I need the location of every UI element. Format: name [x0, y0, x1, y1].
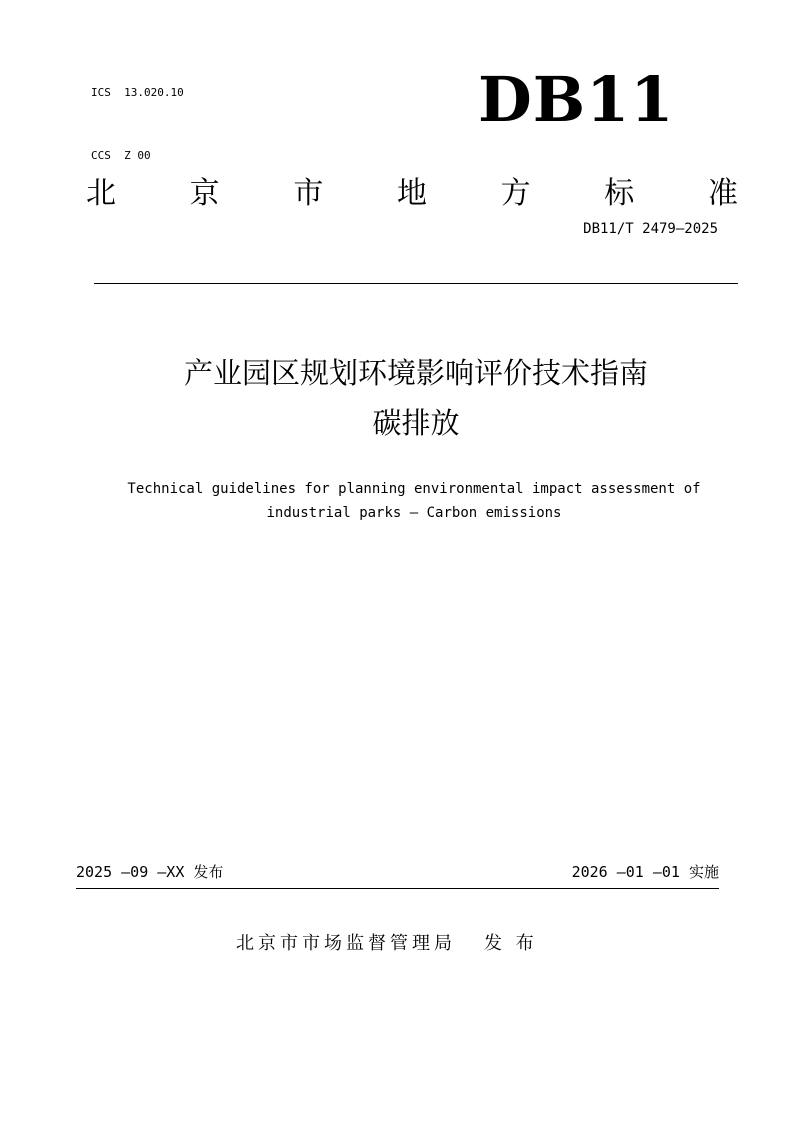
ccs-code: CCS Z 00	[91, 149, 151, 162]
footer-divider	[76, 888, 719, 889]
standard-type-char: 京	[189, 176, 220, 211]
english-title	[60, 477, 768, 525]
publisher-line	[236, 930, 538, 958]
implementation-date: 2026 —01 —01 实施	[571, 863, 719, 881]
standard-type-heading	[86, 172, 738, 216]
english-title-line-2: industrial parks — Carbon emissions	[266, 505, 562, 521]
standard-type-char: 准	[707, 176, 738, 211]
standard-type-char: 方	[500, 176, 531, 211]
issue-label: 发 布	[484, 933, 538, 954]
header-divider	[94, 283, 738, 284]
standard-type-char: 标	[604, 176, 635, 211]
chinese-title-line-2: 碳排放	[372, 406, 460, 440]
classification-codes	[91, 40, 184, 187]
ics-code: ICS 13.020.10	[91, 86, 184, 99]
standard-type-char: 北	[86, 176, 116, 211]
chinese-title	[0, 348, 794, 448]
standard-type-char: 市	[293, 176, 324, 211]
publisher-name: 北京市市场监督管理局	[236, 933, 456, 954]
db11-logo: DB11	[478, 63, 675, 136]
english-title-line-1: Technical guidelines for planning environmental impact assessment of	[127, 481, 701, 497]
standard-type-char: 地	[396, 176, 427, 211]
publish-date: 2025 —09 —XX 发布	[76, 863, 224, 881]
standard-number: DB11/T 2479—2025	[583, 221, 718, 237]
chinese-title-line-1: 产业园区规划环境影响评价技术指南	[183, 356, 648, 390]
